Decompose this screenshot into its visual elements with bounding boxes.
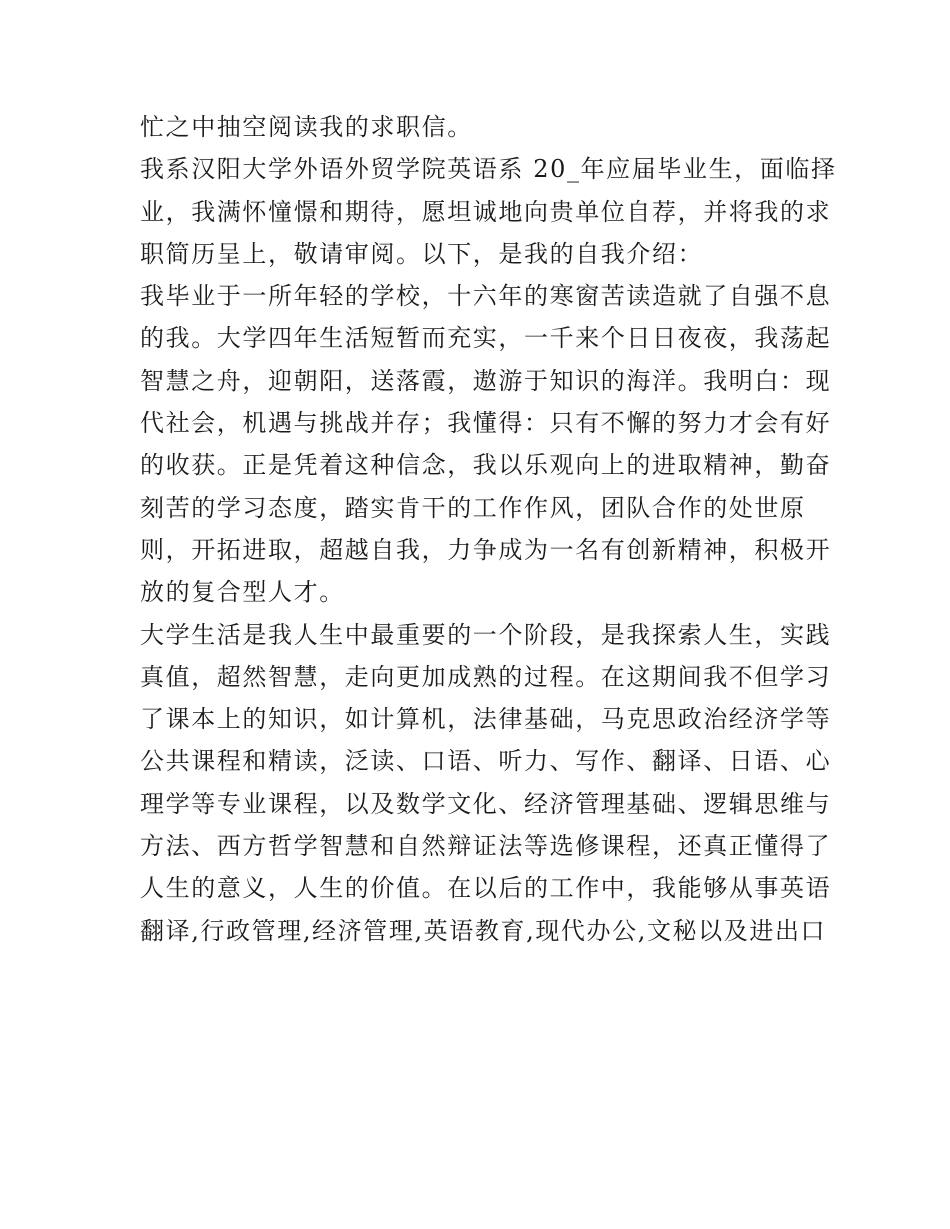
text-line: 则，开拓进取，超越自我，力争成为一名有创新精神，积极开 — [140, 535, 832, 564]
text-line: 智慧之舟，迎朝阳，送落霞，遨游于知识的海洋。我明白：现 — [140, 366, 832, 395]
text-line: 翻译,行政管理,经济管理,英语教育,现代办公,文秘以及进出口 — [140, 916, 827, 945]
document-body — [140, 106, 837, 952]
text-line: 我毕业于一所年轻的学校，十六年的寒窗苦读造就了自强不息 — [140, 282, 832, 311]
text-line: 的收获。正是凭着这种信念，我以乐观向上的进取精神，勤奋 — [140, 451, 832, 480]
text-line: 我系汉阳大学外语外贸学院英语系 20_年应届毕业生，面临择 — [140, 155, 837, 184]
text-line: 业，我满怀憧憬和期待，愿坦诚地向贵单位自荐，并将我的求 — [140, 197, 832, 226]
text-line: 刻苦的学习态度，踏实肯干的工作作风，团队合作的处世原 — [140, 493, 806, 522]
text-line: 代社会，机遇与挑战并存；我懂得：只有不懈的努力才会有好 — [140, 409, 832, 438]
text-line: 了课本上的知识，如计算机，法律基础，马克思政治经济学等 — [140, 705, 832, 734]
text-line: 忙之中抽空阅读我的求职信。 — [140, 113, 473, 141]
text-line: 理学等专业课程，以及数学文化、经济管理基础、逻辑思维与 — [140, 789, 832, 818]
text-line: 公共课程和精读，泛读、口语、听力、写作、翻译、日语、心 — [140, 747, 832, 776]
text-line: 大学生活是我人生中最重要的一个阶段，是我探索人生，实践 — [140, 620, 832, 649]
text-line: 职简历呈上，敬请审阅。以下，是我的自我介绍： — [140, 239, 704, 268]
text-line: 放的复合型人才。 — [140, 578, 345, 607]
text-line: 方法、西方哲学智慧和自然辩证法等选修课程，还真正懂得了 — [140, 832, 832, 861]
text-line: 人生的意义，人生的价值。在以后的工作中，我能够从事英语 — [140, 874, 832, 903]
text-line: 真值，超然智慧，走向更加成熟的过程。在这期间我不但学习 — [140, 662, 832, 691]
text-line: 的我。大学四年生活短暂而充实，一千来个日日夜夜，我荡起 — [140, 324, 832, 353]
